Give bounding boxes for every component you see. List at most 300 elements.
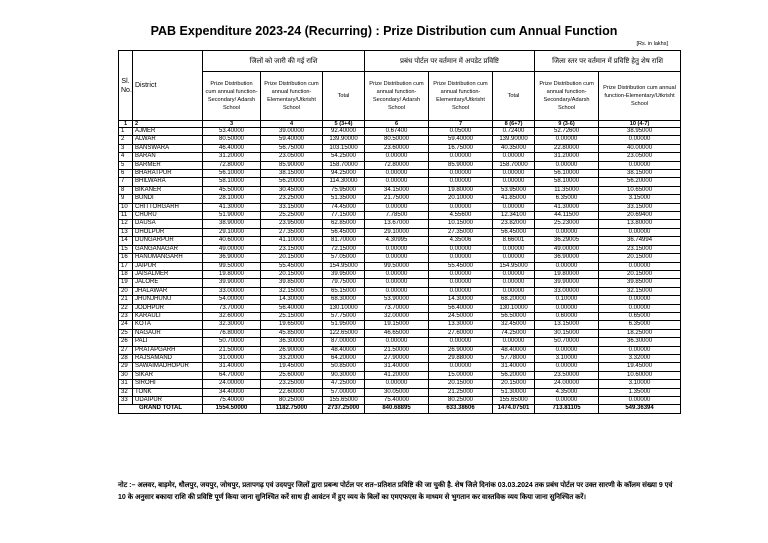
sl-no-cell: 29 [119,363,133,371]
value-cell: 72.15000 [323,245,365,253]
district-cell: JHALAWAR [133,287,203,295]
total-value-cell: 840.68895 [365,405,429,413]
table-row [119,144,681,152]
value-cell: 14.30000 [429,296,493,304]
value-cell: 0.00000 [493,245,535,253]
sl-no-cell: 33 [119,397,133,405]
value-cell: 49.00000 [535,245,599,253]
table-row [119,170,681,178]
district-cell: JAISALMER [133,270,203,278]
value-cell: 114.30000 [323,178,365,186]
table-row [119,329,681,337]
value-cell: 57.75000 [323,312,365,320]
district-cell: KOTA [133,321,203,329]
table-row [119,161,681,169]
value-cell: 10.65000 [599,186,681,194]
value-cell: 26.90000 [261,346,323,354]
col-header-ele: Prize Distribution cum annual function-Elementary/Utkrisht School [261,72,323,121]
value-cell: 23.15000 [261,245,323,253]
value-cell: 33.00000 [535,287,599,295]
value-cell: 31.20000 [535,153,599,161]
value-cell: 27.35000 [261,228,323,236]
value-cell: 0.00000 [429,363,493,371]
value-cell: 0.00000 [535,136,599,144]
sl-no-cell: 32 [119,388,133,396]
value-cell: 24.00000 [535,380,599,388]
value-cell: 58.10000 [203,178,261,186]
value-cell: 40.00000 [599,144,681,152]
value-cell: 19.80000 [535,270,599,278]
value-cell: 72.80000 [365,161,429,169]
value-cell: 47.25000 [323,380,365,388]
value-cell: 20.15000 [429,380,493,388]
table-row [119,195,681,203]
col-header-ele: Prize Distribution cum annual function-Elementary/Utkrisht School [599,72,681,121]
value-cell: 12.34100 [493,212,535,220]
table-row [119,363,681,371]
value-cell: 39.95000 [323,270,365,278]
value-cell: 13.67000 [365,220,429,228]
value-cell: 11.35000 [535,186,599,194]
sl-no-cell: 18 [119,270,133,278]
value-cell: 90.30000 [323,371,365,379]
table-row [119,279,681,287]
value-cell: 3.15000 [599,195,681,203]
district-cell: JALORE [133,279,203,287]
value-cell: 36.90000 [203,254,261,262]
value-cell: 0.00000 [535,304,599,312]
value-cell: 4.55600 [429,212,493,220]
value-cell: 0.00000 [493,279,535,287]
sl-no-cell: 16 [119,254,133,262]
value-cell: 16.75000 [429,144,493,152]
value-cell: 55.45000 [429,262,493,270]
value-cell: 39.90000 [203,279,261,287]
district-cell: JHUNJHUNU [133,296,203,304]
value-cell: 10.15000 [429,220,493,228]
district-cell: BIKANER [133,186,203,194]
value-cell: 0.00000 [429,270,493,278]
value-cell: 25.23000 [535,220,599,228]
value-cell: 23.25000 [261,195,323,203]
value-cell: 39.00000 [261,128,323,136]
value-cell: 0.00000 [599,296,681,304]
value-cell: 1.35000 [599,388,681,396]
value-cell: 0.00000 [599,161,681,169]
value-cell: 20.15000 [261,254,323,262]
value-cell: 0.10000 [535,296,599,304]
value-cell: 0.00000 [365,279,429,287]
value-cell: 0.00000 [429,287,493,295]
value-cell: 41.30000 [203,203,261,211]
table-row [119,296,681,304]
value-cell: 19.15000 [365,321,429,329]
value-cell: 154.95000 [493,262,535,270]
value-cell: 51.30000 [493,388,535,396]
footnote: नोट :– अलवर, बाड़मेर, धौलपुर, जयपुर, जोधपुर, प्रतापगढ़ एवं उदयपुर जिलों द्वारा प्रबन्ध पोर्टल पर शत–प्रतिशत प्रविष्टि की जा चुकी है. शेष जिले दिनांक 03.03.2024 तक प्रबंध पोर्टल पर उक्त सारणी के कॉलम संख्या 9 एवं 10 के अनुसार बकाया राशि की प्रविष्टि पूर्ण किया जाना सुनिश्चित करें साथ ही आवंटन में हुए व्यय के बिलों का एमएफएस के माध्यम से भुगतान कर वास्तविक व्यय किया जाना सुनिश्चित करें। [118,482,673,501]
district-cell: TONK [133,388,203,396]
value-cell: 32.15000 [599,287,681,295]
expenditure-table [118,50,681,414]
value-cell: 0.00000 [429,203,493,211]
value-cell: 36.90000 [535,254,599,262]
sl-no-cell: 12 [119,220,133,228]
value-cell: 158.70000 [323,161,365,169]
value-cell: 28.10000 [203,195,261,203]
value-cell: 0.00000 [365,245,429,253]
value-cell: 56.20000 [493,371,535,379]
value-cell: 0.00000 [493,203,535,211]
value-cell: 0.72400 [493,128,535,136]
value-cell: 41.10000 [261,237,323,245]
value-cell: 80.50000 [365,136,429,144]
table-row [119,136,681,144]
table-row [119,237,681,245]
sl-no-cell: 31 [119,380,133,388]
value-cell: 19.45000 [599,363,681,371]
value-cell: 20.15000 [599,270,681,278]
value-cell: 40.35000 [493,144,535,152]
value-cell: 57.78000 [493,354,535,362]
value-cell: 0.00000 [365,270,429,278]
value-cell: 39.85000 [599,279,681,287]
sl-no-cell: 6 [119,170,133,178]
value-cell: 59.40000 [261,136,323,144]
value-cell: 46.40000 [203,144,261,152]
value-cell: 41.30000 [535,203,599,211]
value-cell: 0.00000 [535,228,599,236]
value-cell: 24.00000 [203,380,261,388]
value-cell: 38.15000 [599,170,681,178]
table-row [119,178,681,186]
value-cell: 73.70000 [203,304,261,312]
value-cell: 72.80000 [203,161,261,169]
value-cell: 32.00000 [365,312,429,320]
value-cell: 6.35000 [535,195,599,203]
value-cell: 0.00000 [599,228,681,236]
sl-no-cell: 3 [119,144,133,152]
value-cell: 0.00000 [493,338,535,346]
district-header: District [133,51,203,121]
sl-no-cell: 27 [119,346,133,354]
value-cell: 56.75000 [261,144,323,152]
value-cell: 33.20000 [261,354,323,362]
sl-no-cell: 25 [119,329,133,337]
column-index-cell: 7 [429,121,493,128]
value-cell: 73.70000 [365,304,429,312]
value-cell: 139.90000 [493,136,535,144]
value-cell: 51.35000 [323,195,365,203]
column-index-cell: 4 [261,121,323,128]
value-cell: 103.15000 [323,144,365,152]
col-header-sec: Prize Distribution cum annual function-Secondary/ Adarsh School [365,72,429,121]
district-cell: RAJSAMAND [133,354,203,362]
value-cell: 21.50000 [365,346,429,354]
table-row [119,212,681,220]
value-cell: 23.05000 [261,153,323,161]
total-value-cell: 633.38606 [429,405,493,413]
value-cell: 68.20000 [493,296,535,304]
sl-no-cell: 9 [119,195,133,203]
value-cell: 36.30000 [261,338,323,346]
column-index-cell: 5 (3+4) [323,121,365,128]
value-cell: 38.95000 [599,128,681,136]
value-cell: 22.80000 [535,144,599,152]
table-row [119,321,681,329]
value-cell: 14.30000 [261,296,323,304]
value-cell: 53.40000 [203,128,261,136]
value-cell: 20.15000 [599,254,681,262]
value-cell: 27.60000 [429,329,493,337]
sl-no-cell: 20 [119,287,133,295]
value-cell: 0.00000 [429,170,493,178]
group-header-balance: जिला स्तर पर वर्तमान में प्रविष्टि हेतु शेष राशि [535,51,681,72]
value-cell: 0.00000 [365,287,429,295]
value-cell: 49.00000 [203,245,261,253]
value-cell: 0.00000 [493,270,535,278]
col-header-total: Total [493,72,535,121]
value-cell: 77.15000 [323,212,365,220]
page-title: PAB Expenditure 2023-24 (Recurring) : Prize Distribution cum Annual Function [150,24,618,38]
value-cell: 10.60000 [599,371,681,379]
value-cell: 79.75000 [323,279,365,287]
value-cell: 122.65000 [323,329,365,337]
value-cell: 64.20000 [323,354,365,362]
value-cell: 155.65000 [493,397,535,405]
value-cell: 33.15000 [599,203,681,211]
district-cell: CHURU [133,212,203,220]
value-cell: 56.10000 [535,170,599,178]
value-cell: 0.00000 [365,170,429,178]
value-cell: 62.85000 [323,220,365,228]
district-cell: NAGAUR [133,329,203,337]
table-row [119,304,681,312]
total-value-cell: 1474.07501 [493,405,535,413]
value-cell: 56.40000 [429,304,493,312]
value-cell: 32.60000 [203,312,261,320]
value-cell: 0.00000 [493,153,535,161]
value-cell: 8.66001 [493,237,535,245]
table-row [119,354,681,362]
value-cell: 32.15000 [261,287,323,295]
value-cell: 13.30000 [429,321,493,329]
table-body [119,121,681,414]
value-cell: 0.00000 [535,363,599,371]
district-cell: SIROHI [133,380,203,388]
total-value-cell: 713.81105 [535,405,599,413]
district-cell: BUNDI [133,195,203,203]
value-cell: 158.70000 [493,161,535,169]
value-cell: 58.10000 [535,178,599,186]
value-cell: 55.45000 [261,262,323,270]
district-cell: DAUSA [133,220,203,228]
district-cell: SIKAR [133,371,203,379]
value-cell: 94.25000 [323,170,365,178]
value-cell: 0.00000 [599,397,681,405]
value-cell: 41.20000 [365,371,429,379]
table-row [119,338,681,346]
value-cell: 85.90000 [429,161,493,169]
value-cell: 25.15000 [261,312,323,320]
value-cell: 53.95000 [493,186,535,194]
column-index-cell: 6 [365,121,429,128]
value-cell: 57.05000 [323,254,365,262]
value-cell: 99.50000 [365,262,429,270]
value-cell: 0.00000 [493,254,535,262]
column-index-cell: 10 (4-7) [599,121,681,128]
sl-no-cell: 4 [119,153,133,161]
value-cell: 34.40000 [203,388,261,396]
sl-no-cell: 28 [119,354,133,362]
table-row [119,371,681,379]
value-cell: 23.05000 [599,153,681,161]
sl-no-cell: 17 [119,262,133,270]
value-cell: 0.00000 [535,161,599,169]
district-cell: DHOLPUR [133,228,203,236]
sl-no-cell: 10 [119,203,133,211]
grand-total-label: GRAND TOTAL [119,405,203,413]
sl-no-cell: 21 [119,296,133,304]
value-cell: 74.45000 [323,203,365,211]
district-cell: KARAULI [133,312,203,320]
district-cell: AJMER [133,128,203,136]
value-cell: 39.85000 [261,279,323,287]
value-cell: 50.70000 [203,338,261,346]
table-row [119,220,681,228]
value-cell: 19.80000 [203,270,261,278]
district-cell: SAWAIMADHOPUR [133,363,203,371]
sl-no-cell: 13 [119,228,133,236]
value-cell: 3.32000 [599,354,681,362]
total-value-cell: 1182.75000 [261,405,323,413]
value-cell: 56.10000 [203,170,261,178]
district-cell: CHITTORGARH [133,203,203,211]
column-index-cell: 2 [133,121,203,128]
value-cell: 87.00000 [323,338,365,346]
value-cell: 0.00000 [493,170,535,178]
sl-no-cell: 2 [119,136,133,144]
value-cell: 0.65000 [599,312,681,320]
sl-no-cell: 15 [119,245,133,253]
value-cell: 50.85000 [323,363,365,371]
value-cell: 20.15000 [493,380,535,388]
value-cell: 68.30000 [323,296,365,304]
value-cell: 48.40000 [323,346,365,354]
value-cell: 27.90000 [365,354,429,362]
value-cell: 31.20000 [203,153,261,161]
value-cell: 45.85000 [261,329,323,337]
value-cell: 19.65000 [261,321,323,329]
value-cell: 75.95000 [323,186,365,194]
value-cell: 31.40000 [365,363,429,371]
value-cell: 99.50000 [203,262,261,270]
value-cell: 19.80000 [429,186,493,194]
sl-no-cell: 11 [119,212,133,220]
value-cell: 29.10000 [203,228,261,236]
value-cell: 74.25000 [493,329,535,337]
total-value-cell: 1554.50000 [203,405,261,413]
value-cell: 30.15000 [535,329,599,337]
value-cell: 0.00000 [365,153,429,161]
value-cell: 41.85000 [493,195,535,203]
value-cell: 0.67400 [365,128,429,136]
sl-no-cell: 30 [119,371,133,379]
value-cell: 31.40000 [493,363,535,371]
value-cell: 64.70000 [203,371,261,379]
value-cell: 0.00000 [493,178,535,186]
value-cell: 80.25000 [429,397,493,405]
value-cell: 0.00000 [535,262,599,270]
sl-no-cell: 19 [119,279,133,287]
value-cell: 0.05000 [429,128,493,136]
value-cell: 50.70000 [535,338,599,346]
table-row [119,380,681,388]
value-cell: 27.35000 [429,228,493,236]
district-cell: HANUMANGARH [133,254,203,262]
value-cell: 23.25000 [261,380,323,388]
value-cell: 30.05000 [365,388,429,396]
unit-label: [Rs. in lakhs] [636,41,668,47]
value-cell: 44.11500 [535,212,599,220]
value-cell: 0.00000 [429,245,493,253]
value-cell: 25.25000 [261,212,323,220]
sl-no-cell: 22 [119,304,133,312]
sl-no-cell: 14 [119,237,133,245]
value-cell: 0.00000 [599,136,681,144]
value-cell: 3.10000 [535,354,599,362]
value-cell: 23.60000 [365,144,429,152]
district-cell: GANGANAGAR [133,245,203,253]
value-cell: 4.35000 [535,388,599,396]
value-cell: 85.90000 [261,161,323,169]
value-cell: 51.95000 [323,321,365,329]
value-cell: 56.20000 [261,178,323,186]
value-cell: 4.30995 [365,237,429,245]
value-cell: 32.30000 [203,321,261,329]
value-cell: 20.10000 [429,195,493,203]
value-cell: 65.15000 [323,287,365,295]
district-cell: BHARATPUR [133,170,203,178]
value-cell: 0.00000 [429,153,493,161]
value-cell: 48.40000 [493,346,535,354]
value-cell: 56.20000 [599,178,681,186]
column-index-cell: 8 (6+7) [493,121,535,128]
district-cell: DUNGARPUR [133,237,203,245]
sl-no-cell: 26 [119,338,133,346]
value-cell: 31.40000 [203,363,261,371]
table-row [119,346,681,354]
value-cell: 130.10000 [323,304,365,312]
value-cell: 40.60000 [203,237,261,245]
district-cell: BANSWARA [133,144,203,152]
grand-total-row [119,405,681,413]
value-cell: 0.00000 [365,338,429,346]
group-header-portal: प्रबंध पोर्टल पर वर्तमान में अपडेट प्रविष्टि [365,51,535,72]
value-cell: 21.75000 [365,195,429,203]
value-cell: 59.40000 [429,136,493,144]
value-cell: 31.00000 [203,354,261,362]
district-cell: PRATAPGARH [133,346,203,354]
value-cell: 30.45000 [261,186,323,194]
table-row [119,228,681,236]
group-header-district: जिलों को जारी की गई राशि [203,51,365,72]
value-cell: 75.40000 [365,397,429,405]
sl-no-cell: 5 [119,161,133,169]
total-value-cell: 549.36394 [599,405,681,413]
sl-no-cell: 7 [119,178,133,186]
value-cell: 29.10000 [365,228,429,236]
value-cell: 21.50000 [203,346,261,354]
